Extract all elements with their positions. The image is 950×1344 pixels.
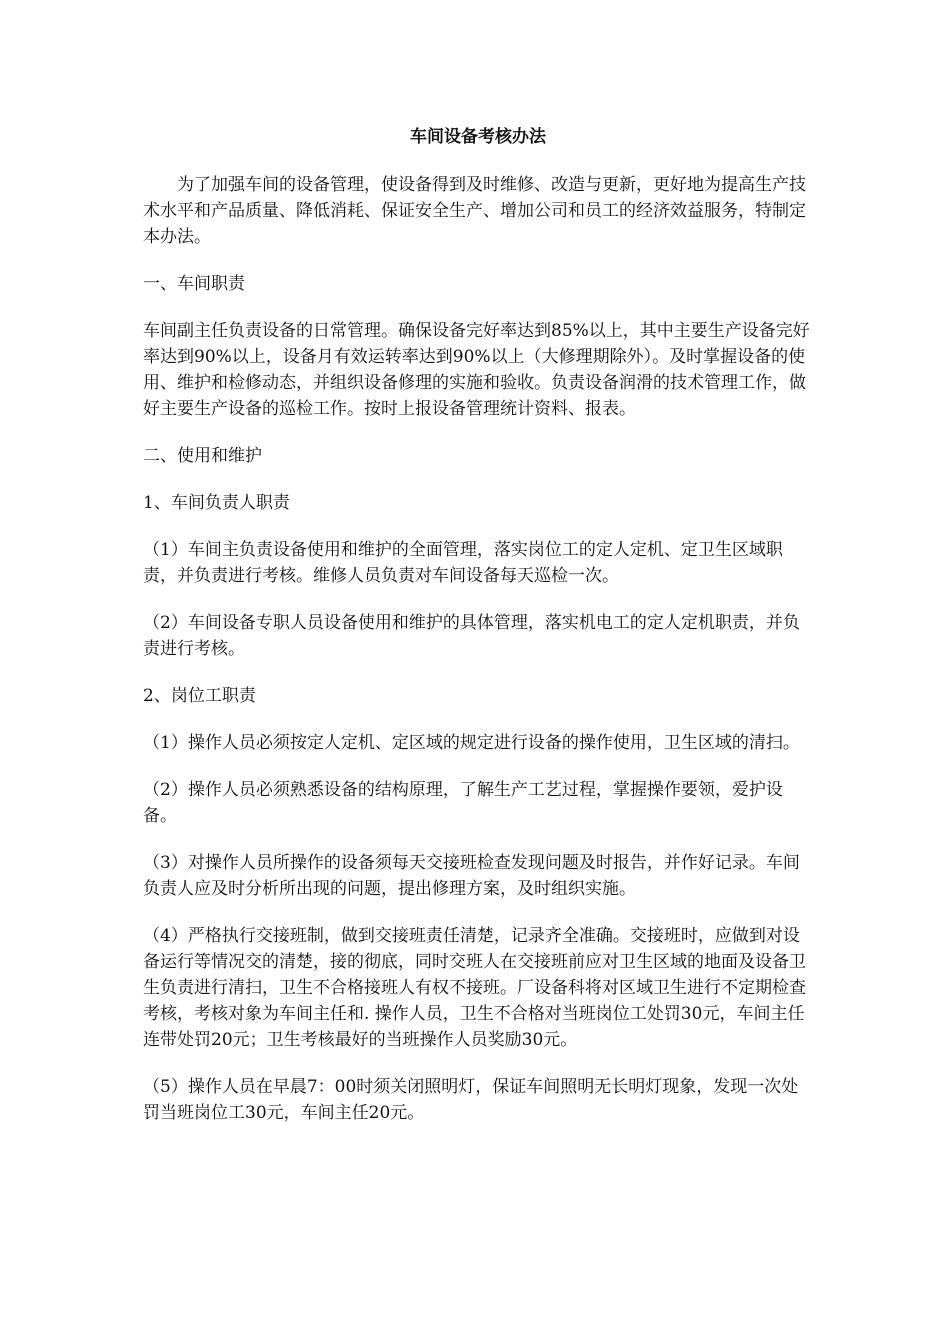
subsection1-item-2: （2）车间设备专职人员设备使用和维护的具体管理，落实机电工的定人定机职责，并负责进行考核。 [143,613,800,659]
subsection2-heading: 2、岗位工职责 [143,686,256,706]
subsection1-heading: 1、车间负责人职责 [143,493,290,513]
subsection2-item-5: （5）操作人员在早晨7：00时须关闭照明灯，保证车间照明无长明灯现象，发现一次处罚当班岗位工30元，车间主任20元。 [143,1077,799,1123]
document-page [143,122,813,1147]
subsection2-item-2: （2）操作人员必须熟悉设备的结构原理，了解生产工艺过程，掌握操作要领，爱护设备。 [143,780,783,826]
section1-heading: 一、车间职责 [143,274,245,294]
subsection2-item-1: （1）操作人员必须按定人定机、定区域的规定进行设备的操作使用，卫生区域的清扫。 [143,733,800,753]
subsection2-item-3: （3）对操作人员所操作的设备须每天交接班检查发现问题及时报告，并作好记录。车间负责人应及时分析所出现的问题，提出修理方案，及时组织实施。 [143,853,800,899]
subsection1-item-1: （1）车间主负责设备使用和维护的全面管理，落实岗位工的定人定机、定卫生区域职责，并负责进行考核。维修人员负责对车间设备每天巡检一次。 [143,540,783,586]
subsection2-item-4: （4）严格执行交接班制，做到交接班责任清楚，记录齐全准确。交接班时，应做到对设备运行等情况交的清楚，接的彻底，同时交班人在交接班前应对卫生区域的地面及设备卫生负责进行清扫，卫生不合格接班人有权不接班。厂设备科将对区域卫生进行不定期检查考核，考核对象为车间主任和. 操作人员，卫生不合格对当班岗位工处罚30元，车间主任连带处罚20元；卫生考核最好的当班操作人员奖励30元。 [143,926,806,1050]
document-title: 车间设备考核办法 [410,127,546,147]
intro-paragraph: 为了加强车间的设备管理，使设备得到及时维修、改造与更新，更好地为提高生产技术水平和产品质量、降低消耗、保证安全生产、增加公司和员工的经济效益服务，特制定本办法。 [143,175,806,247]
section1-body: 车间副主任负责设备的日常管理。确保设备完好率达到85%以上，其中主要生产设备完好率达到90%以上，设备月有效运转率达到90%以上（大修理期除外）。及时掌握设备的使用、维护和检修动态，并组织设备修理的实施和验收。负责设备润滑的技术管理工作，做好主要生产设备的巡检工作。按时上报设备管理统计资料、报表。 [143,321,810,419]
section2-heading: 二、使用和维护 [143,446,262,466]
